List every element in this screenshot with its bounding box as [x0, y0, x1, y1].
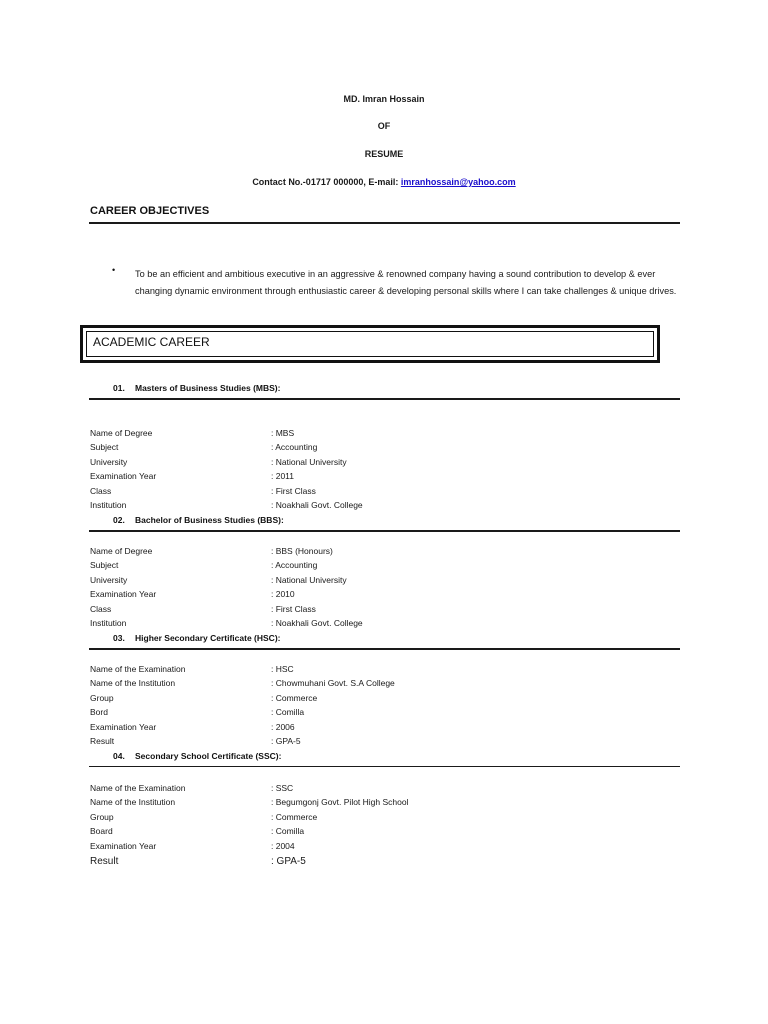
detail-label: Board [90, 826, 113, 836]
detail-value: : Commerce [271, 693, 318, 703]
degree-divider [89, 530, 680, 532]
detail-value: : BBS (Honours) [271, 546, 333, 556]
career-objective-text: To be an efficient and ambitious executive in an aggressive & renowned company having a sound contribution to develop & ever changing dynamic environment through enthusiastic career & developing personal skills where I can take challenges & unique drives. [135, 269, 677, 296]
detail-value: : Noakhali Govt. College [271, 618, 363, 628]
detail-value: : 2010 [271, 589, 295, 599]
detail-label: Name of Degree [90, 546, 153, 556]
detail-label: University [90, 575, 128, 585]
detail-value: : Chowmuhani Govt. S.A College [271, 678, 395, 688]
detail-label: Group [90, 693, 114, 703]
degree-divider [89, 398, 680, 400]
academic-career-box [80, 325, 660, 363]
detail-label: Examination Year [90, 841, 157, 851]
detail-value: : HSC [271, 664, 294, 674]
degree-title: Bachelor of Business Studies (BBS): [135, 515, 284, 525]
detail-label: Class [90, 486, 112, 496]
email-link[interactable]: imranhossain@yahoo.com [400, 177, 516, 187]
detail-value: : Noakhali Govt. College [271, 500, 363, 510]
resume-label: RESUME [364, 149, 404, 159]
of-label: OF [377, 121, 391, 131]
detail-value: : Commerce [271, 812, 318, 822]
degree-title: Secondary School Certificate (SSC): [135, 751, 282, 761]
detail-value: : National University [271, 457, 347, 467]
detail-label: Name of Degree [90, 428, 153, 438]
detail-label: Bord [90, 707, 108, 717]
detail-value: : GPA-5 [271, 856, 306, 867]
academic-career-title: ACADEMIC CAREER [93, 335, 210, 349]
detail-value: : Comilla [271, 707, 305, 717]
detail-value: : Comilla [271, 826, 305, 836]
detail-label: Name of the Institution [90, 797, 176, 807]
degree-number: 02. [113, 515, 125, 525]
degree-number: 01. [113, 383, 125, 393]
detail-label: Examination Year [90, 722, 157, 732]
detail-value: : Accounting [271, 560, 318, 570]
detail-label: Name of the Institution [90, 678, 176, 688]
detail-label: Examination Year [90, 471, 157, 481]
degree-divider [89, 648, 680, 650]
detail-label: Name of the Examination [90, 664, 186, 674]
detail-value: : Accounting [271, 442, 318, 452]
detail-label: Subject [90, 442, 119, 452]
detail-label: Class [90, 604, 112, 614]
degree-heading [113, 751, 281, 761]
detail-label: Result [90, 856, 119, 867]
detail-value: : Begumgonj Govt. Pilot High School [271, 797, 409, 807]
degree-number: 04. [113, 751, 125, 761]
bullet-icon: • [112, 265, 116, 275]
degree-number: 03. [113, 633, 125, 643]
detail-value: : GPA-5 [271, 736, 301, 746]
degree-heading [113, 633, 280, 643]
detail-label: Result [90, 736, 115, 746]
detail-label: Institution [90, 500, 127, 510]
detail-label: Institution [90, 618, 127, 628]
detail-value: : 2004 [271, 841, 295, 851]
detail-value: : 2006 [271, 722, 295, 732]
detail-label: Examination Year [90, 589, 157, 599]
career-objectives-title: CAREER OBJECTIVES [90, 205, 210, 217]
detail-label: Name of the Examination [90, 783, 186, 793]
detail-value: : 2011 [271, 471, 295, 481]
detail-value: : MBS [271, 428, 295, 438]
detail-value: : First Class [271, 604, 316, 614]
detail-value: : SSC [271, 783, 294, 793]
detail-value: : National University [271, 575, 347, 585]
detail-label: Subject [90, 560, 119, 570]
candidate-name: MD. Imran Hossain [343, 94, 425, 104]
degree-heading [113, 383, 280, 393]
career-objectives-divider [89, 222, 680, 224]
detail-label: Group [90, 812, 114, 822]
degree-divider [89, 766, 680, 767]
contact-text: Contact No.-01717 000000, E-mail: [252, 177, 401, 187]
detail-value: : First Class [271, 486, 316, 496]
degree-title: Masters of Business Studies (MBS): [135, 383, 281, 393]
degree-title: Higher Secondary Certificate (HSC): [135, 633, 281, 643]
detail-label: University [90, 457, 128, 467]
contact-line [0, 177, 768, 187]
degree-heading [113, 515, 284, 525]
